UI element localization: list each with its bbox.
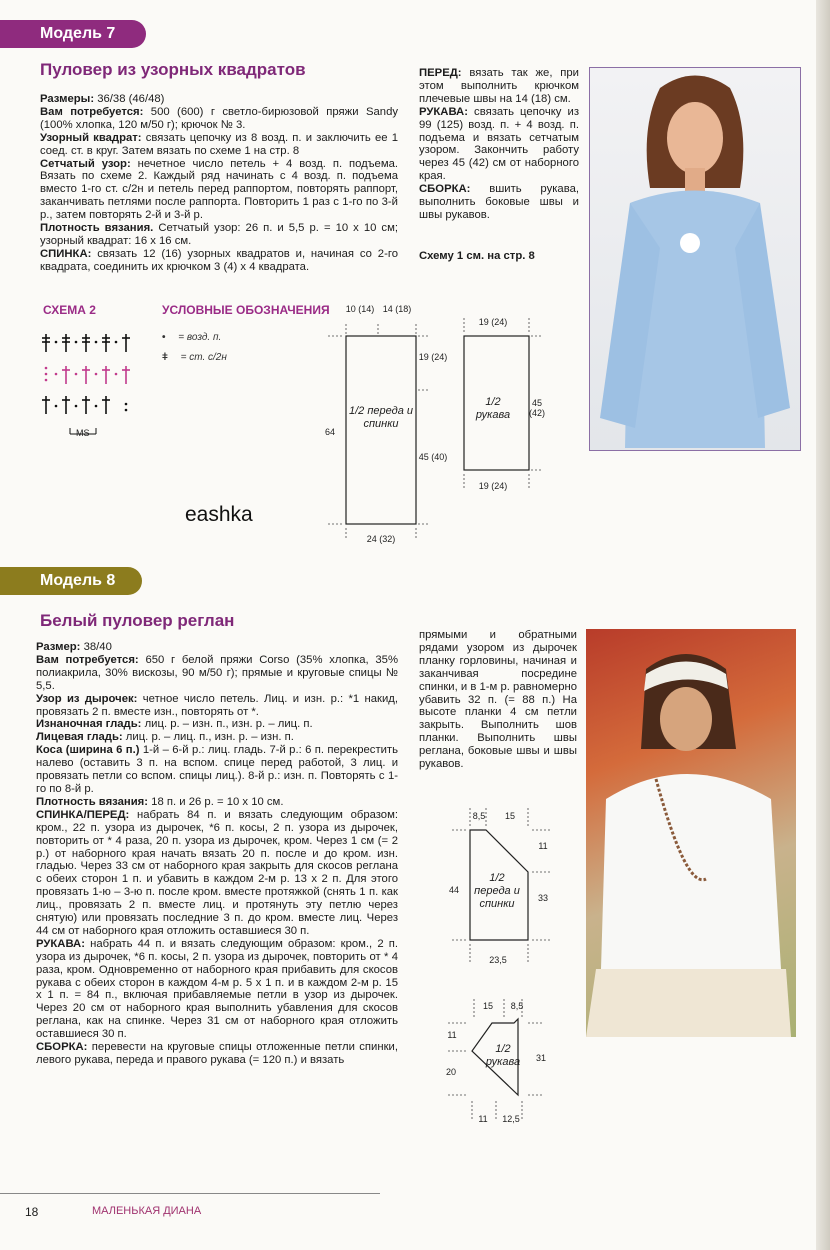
m7-sleeve-bottom: 19 (24)	[478, 481, 508, 491]
instruction-heading: РУКАВА:	[419, 105, 468, 118]
m7-body-pattern-label: 1/2 переда и спинки	[348, 405, 413, 430]
instruction-heading: Лицевая гладь:	[36, 731, 123, 744]
m8-sleeve-left-top: 11	[447, 1030, 457, 1040]
legend-title: УСЛОВНЫЕ ОБОЗНАЧЕНИЯ	[162, 303, 330, 317]
m7-dim-right-bottom: 45 (40)	[418, 452, 448, 462]
m8-dim-right: 33	[537, 893, 548, 903]
model-7-instructions-right	[419, 67, 579, 222]
m8-sleeve-top-right: 8,5	[510, 1001, 524, 1011]
m7-dim-left: 64	[324, 427, 335, 437]
instruction-text: вшить рукава, выполнить боковые швы и швы рукавов.	[419, 183, 579, 221]
instruction-paragraph	[36, 744, 398, 796]
instruction-heading: Размеры:	[40, 93, 95, 105]
m8-sleeve-bottom-right: 12,5	[502, 1114, 520, 1124]
instruction-text: связать 12 (16) узорных квадратов и, начиная со 2-го квадрата, соединить их крючком 3 (4) х 4 квадрата.	[40, 247, 398, 273]
m7-sleeve-right: 45 (42)	[528, 398, 545, 418]
m8-sleeve-top-left: 15	[482, 1001, 493, 1011]
instruction-heading: Размер:	[36, 641, 81, 653]
instruction-paragraph	[40, 222, 398, 248]
m7-dim-bottom: 24 (32)	[366, 534, 396, 544]
instruction-text: лиц. р. – лиц. п., изн. р. – изн. п.	[122, 731, 294, 744]
instruction-text: набрать 44 п. и вязать следующим образом: кром., 2 п. узора из дырочек, *6 п. косы, 2 п. узора из дырочек, повторить от * 4 раза, кром. Одновременно от наборного края прибавить для скосов рукава с обеих сторон в каждом 4-м р. 5 х 1 п. и в каждом 2-м р. 15 х 1 п. = 84 п., включая прибавляемые петли в узор из дырочек. Через 20 см от наборного края выполнить убавления для скосов реглана, как на спинке. Через 31 см от наборного края отложить оставшиеся 30 п.	[36, 937, 398, 1041]
footer-rule	[0, 1193, 380, 1194]
instruction-heading: Плотность вязания.	[40, 222, 154, 235]
model-7-scheme-ref: Схему 1 см. на стр. 8	[419, 250, 535, 262]
legend-dot-row: • = возд. п.	[162, 332, 222, 343]
m8-body-label: 1/2 переда и спинки	[474, 872, 520, 910]
m7-dim-top-right: 14 (18)	[382, 304, 412, 314]
schema-2-chart	[40, 328, 140, 443]
instruction-heading: Плотность вязания:	[36, 795, 149, 808]
instruction-paragraph	[40, 158, 398, 223]
instruction-paragraph	[419, 183, 579, 222]
instruction-heading: Коса (ширина 6 п.)	[36, 744, 140, 757]
instruction-paragraph	[40, 93, 398, 106]
model-8-title: Белый пуловер реглан	[40, 611, 235, 630]
model-8-tab: Модель 8	[0, 567, 142, 595]
chain-symbol-icon: •	[162, 332, 166, 343]
instruction-text: связать цепочку из 99 (125) возд. п. + 4 возд. п. подъема и вязать сетчатым узором. Закончить работу через 45 (42) см от наборного края.	[419, 105, 579, 183]
model-7-title: Пуловер из узорных квадратов	[40, 60, 306, 79]
instruction-text: 36/38 (46/48)	[94, 93, 165, 105]
schema-2-title: СХЕМА 2	[43, 303, 96, 317]
instruction-text: четное число петель. Лиц. и изн. р.: *1 накид, провязать 2 п. вместе изн., повторять от *.	[36, 692, 398, 718]
instruction-text: 650 г белой пряжи Corso (35% хлопка, 35% полиакрила, 30% вискозы, 90 м/50 г); прямые и круговые спицы № 5,5.	[36, 653, 398, 692]
instruction-text: лиц. р. – изн. п., изн. р. – лиц. п.	[141, 718, 313, 731]
instruction-paragraph	[36, 641, 398, 654]
m8-dim-top-right: 15	[504, 811, 515, 821]
instruction-paragraph	[36, 1041, 398, 1067]
instruction-heading: Сетчатый узор:	[40, 157, 131, 170]
instruction-paragraph	[36, 731, 398, 744]
model-8-instructions	[36, 641, 398, 1067]
m8-dim-top-left: 8,5	[472, 811, 486, 821]
instruction-heading: Изнаночная гладь:	[36, 718, 142, 731]
model-7-tab: Модель 7	[0, 20, 146, 48]
instruction-paragraph	[36, 654, 398, 693]
instruction-paragraph	[36, 938, 398, 1041]
instruction-paragraph	[40, 132, 398, 158]
m8-sleeve-label: 1/2 рукава	[485, 1043, 521, 1068]
page-binding-edge	[816, 0, 830, 1250]
instruction-heading: Узор из дырочек:	[36, 692, 138, 705]
instruction-heading: Узорный квадрат:	[40, 131, 142, 144]
instruction-text: связать цепочку из 8 возд. п. и заключить ее 1 соед. ст. в круг. Затем вязать по схеме 1 на стр. 8	[40, 131, 398, 157]
instruction-heading: Вам потребуется:	[36, 653, 139, 666]
instruction-heading: СПИНКА/ПЕРЕД:	[36, 808, 130, 821]
instruction-paragraph	[36, 796, 398, 809]
instruction-paragraph	[36, 693, 398, 719]
m8-sleeve-bottom-left: 11	[478, 1114, 488, 1124]
m8-sleeve-right: 31	[535, 1053, 546, 1063]
m8-dim-bottom: 23,5	[489, 955, 507, 965]
instruction-heading: СБОРКА:	[419, 183, 471, 196]
instruction-text: Сетчатый узор: 26 п. и 5,5 р. = 10 х 10 см; узорный квадрат: 16 х 16 см.	[40, 222, 398, 247]
instruction-text: набрать 84 п. и вязать следующим образом: кром., 22 п. узора из дырочек, *6 п. косы, 2 п. узора из дырочек, повторить от * 4 раза, 20 п. узора из дырочек, кром. Через 1 см (= 2 р.) от наборного края начать вязать 20 п. после и до кром. изн. гладью. Через 33 см от наборного края закрыть для скосов реглана с обеих сторон 1 п. и убавить в каждом 2-м р. 13 х 2 п. Для этого провязать 1-ю – 3-ю п. после кром. вместе протяжкой (снять 1 п. как лиц., провязать 2 п. вместе лиц. и протянуть эту петлю через снятую) или провязать последние 3 п. до кром. вместе лиц. Через 44 см от наборного края отложить оставшиеся 30 п.	[36, 808, 398, 937]
model-8-photo	[586, 629, 796, 1037]
instruction-text: нечетное число петель + 4 возд. п. подъема. Вязать по схеме 2. Каждый ряд начинать с 4 возд. п. подъема вместо 1-го ст. с/2н и петель перед раппортом, повторять раппорт, заканчивать петлями после раппорта. Повторить 1 раз с 1-го по 3-й р., затем повторять 2-й и 3-й р.	[40, 157, 399, 222]
double-crochet-symbol-icon: ǂ	[162, 352, 168, 363]
m8-sleeve-left-bottom: 20	[445, 1067, 456, 1077]
schema-ms-label: MS	[76, 428, 90, 438]
instruction-paragraph	[40, 106, 398, 132]
instruction-paragraph	[40, 248, 398, 274]
instruction-heading: СПИНКА:	[40, 247, 92, 260]
instruction-paragraph	[419, 106, 579, 183]
instruction-paragraph	[36, 718, 398, 731]
model-7-photo	[589, 67, 801, 451]
m7-sleeve-label: 1/2 рукава	[475, 396, 511, 421]
instruction-heading: Вам потребуется:	[40, 105, 144, 118]
page-number: 18	[25, 1205, 39, 1219]
instruction-paragraph	[419, 67, 579, 106]
instruction-heading: ПЕРЕД:	[419, 67, 462, 79]
model-7-instructions-left	[40, 93, 398, 274]
model-8-instructions-right: прямыми и обратными рядами узором из дырочек планку горловины, начиная и заканчивая посредине спинки, и в 1-м р. равномерно убавить 32 п. (= 88 п.) На высоте планки 4 см петли закрыть. Выполнить шов планки. Выполнить швы реглана, боковые швы и швы рукавов.	[419, 629, 577, 771]
instruction-text: 1-й – 6-й р.: лиц. гладь. 7-й р.: 6 п. перекрестить налево (оставить 3 п. на вспом. спице перед работой, 3 лиц. и провязать петли со вспом. спицы лиц.). 8-й р.: изн. п. Повторять с 1-го по 8-й р.	[36, 744, 398, 795]
instruction-text: 38/40	[80, 641, 112, 653]
m8-dim-right-top: 11	[538, 841, 548, 851]
m8-dim-left: 44	[448, 885, 459, 895]
instruction-paragraph	[36, 809, 398, 938]
m7-dim-top-left: 10 (14)	[345, 304, 375, 314]
instruction-text: вязать так же, при этом выполнить крючком плечевые швы на 14 (18) см.	[419, 67, 579, 105]
instruction-text: 500 (600) г светло-бирюзовой пряжи Sandy (100% хлопка, 120 м/50 г); крючок № 3.	[40, 105, 398, 131]
instruction-text: перевести на круговые спицы отложенные петли спинки, левого рукава, переда и правого рукава (= 120 п.) и вязать	[36, 1041, 398, 1066]
legend-stitch-row: ǂ = ст. с/2н	[162, 352, 227, 363]
m7-sleeve-top: 19 (24)	[478, 317, 508, 327]
instruction-heading: РУКАВА:	[36, 937, 85, 950]
instruction-heading: СБОРКА:	[36, 1041, 88, 1054]
magazine-name: МАЛЕНЬКАЯ ДИАНА	[92, 1205, 202, 1217]
instruction-text: 18 п. и 26 р. = 10 х 10 см.	[148, 795, 284, 808]
watermark: eashka	[185, 503, 253, 526]
m7-dim-right-top: 19 (24)	[418, 352, 448, 362]
